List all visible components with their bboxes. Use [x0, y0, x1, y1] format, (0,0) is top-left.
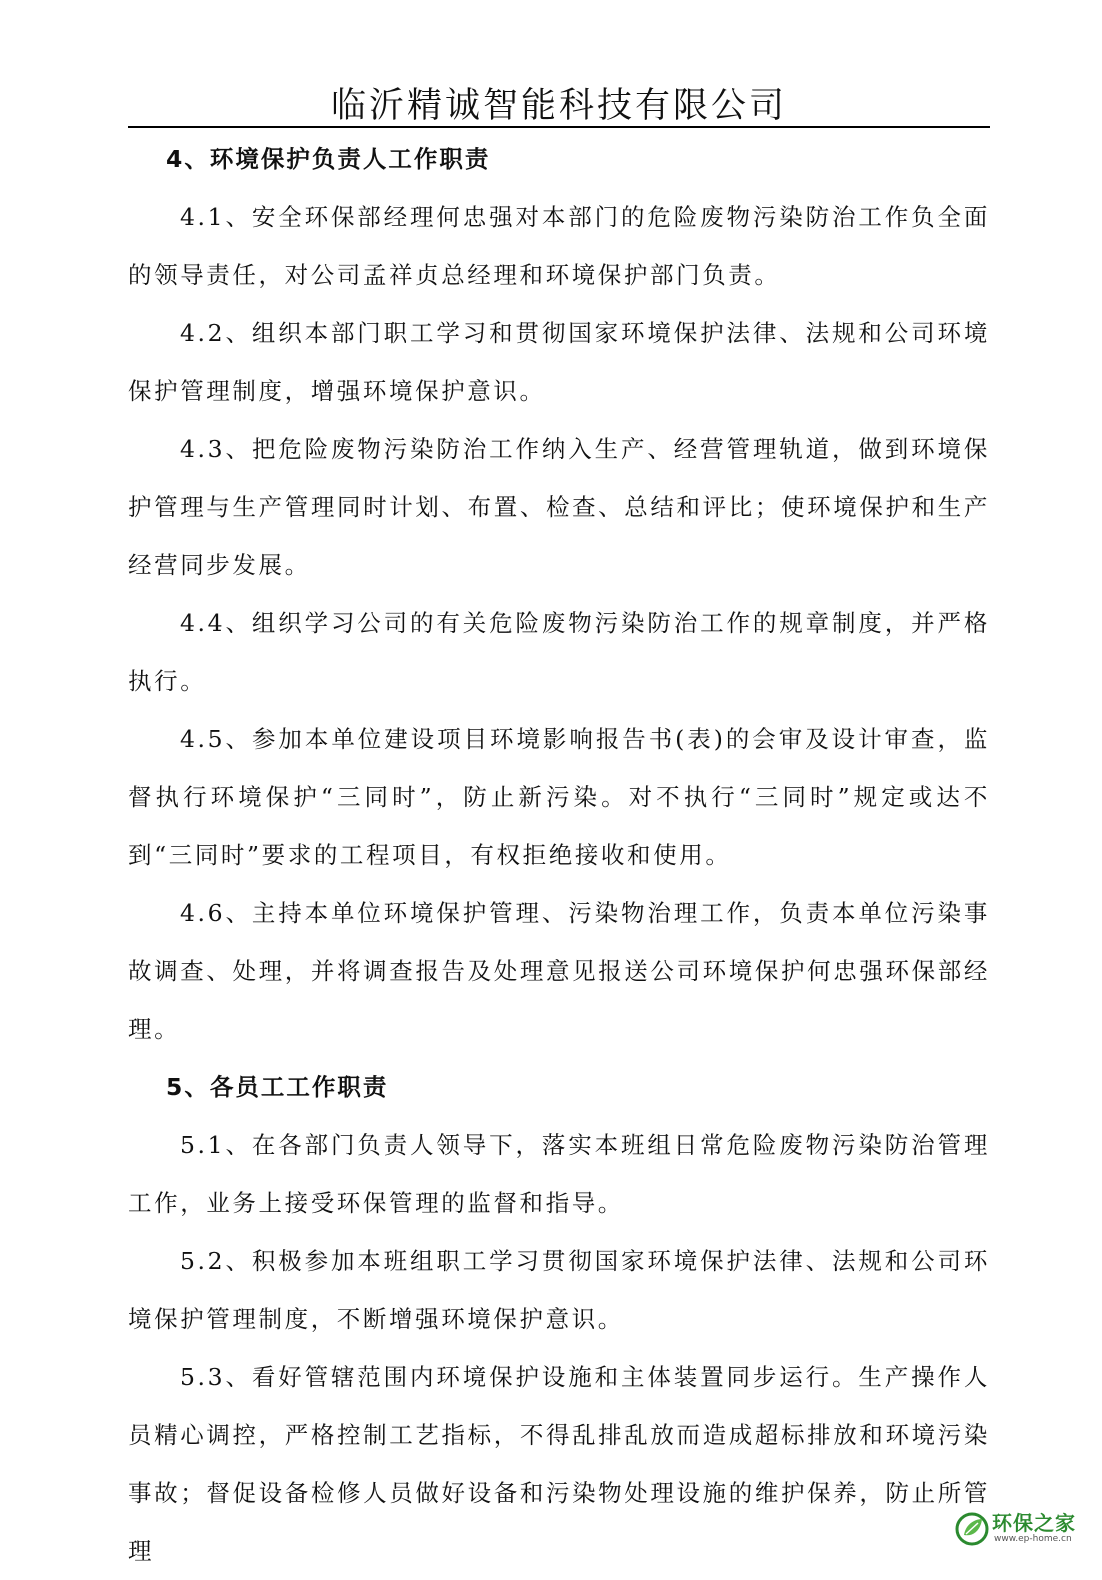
paragraph-4-3: 4.3、把危险废物污染防治工作纳入生产、经营管理轨道，做到环境保护管理与生产管理同时计划、布置、检查、总结和评比；使环境保护和生产经营同步发展。	[128, 435, 990, 579]
leaf-logo-icon	[954, 1511, 990, 1547]
document-body	[128, 130, 990, 1580]
header-divider	[128, 126, 990, 128]
watermark-name: 环保之家	[992, 1511, 1076, 1535]
paragraph-4-6: 4.6、主持本单位环境保护管理、污染物治理工作，负责本单位污染事故调查、处理，并将调查报告及处理意见报送公司环境保护何忠强环保部经理。	[128, 899, 990, 1043]
paragraph-5-3: 5.3、看好管辖范围内环境保护设施和主体装置同步运行。生产操作人员精心调控，严格控制工艺指标，不得乱排乱放而造成超标排放和环境污染事故；督促设备检修人员做好设备和污染物处理设施的维护保养，防止所管理	[128, 1363, 990, 1565]
section-heading-5: 5、各员工工作职责	[166, 1073, 389, 1101]
paragraph-5-2: 5.2、积极参加本班组职工学习贯彻国家环境保护法律、法规和公司环境保护管理制度，不断增强环境保护意识。	[128, 1247, 990, 1333]
company-header: 临沂精诚智能科技有限公司	[330, 86, 787, 126]
section-heading-4: 4、环境保护负责人工作职责	[166, 145, 491, 173]
paragraph-4-2: 4.2、组织本部门职工学习和贯彻国家环境保护法律、法规和公司环境保护管理制度，增强环境保护意识。	[128, 319, 990, 405]
paragraph-4-4: 4.4、组织学习公司的有关危险废物污染防治工作的规章制度，并严格执行。	[128, 609, 990, 695]
paragraph-4-5: 4.5、参加本单位建设项目环境影响报告书(表)的会审及设计审查，监督执行环境保护“三同时”，防止新污染。对不执行“三同时”规定或达不到“三同时”要求的工程项目，有权拒绝接收和使用。	[128, 725, 990, 869]
watermark-logo	[954, 1507, 1094, 1551]
paragraph-5-1: 5.1、在各部门负责人领导下，落实本班组日常危险废物污染防治管理工作，业务上接受环保管理的监督和指导。	[128, 1131, 990, 1217]
paragraph-4-1: 4.1、安全环保部经理何忠强对本部门的危险废物污染防治工作负全面的领导责任，对公司孟祥贞总经理和环境保护部门负责。	[128, 203, 990, 289]
watermark-url: www.ep-home.cn	[994, 1534, 1072, 1544]
